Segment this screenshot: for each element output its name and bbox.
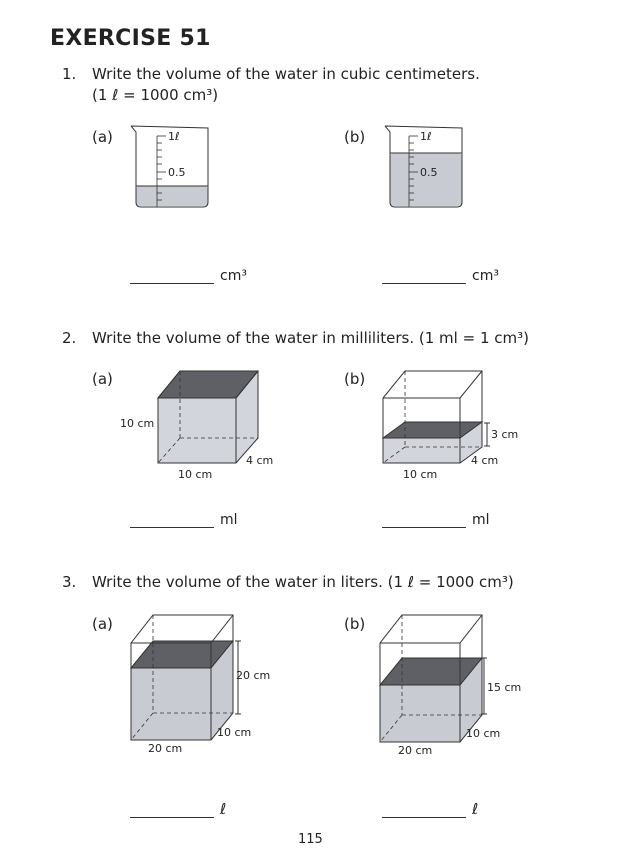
beaker-b (385, 126, 462, 207)
tank-2b (383, 371, 518, 481)
part-label: (b) (344, 370, 366, 388)
dimension-label: 15 cm (487, 681, 522, 694)
tank-2a (120, 371, 273, 481)
part-label: (a) (92, 128, 113, 146)
question-text: Write the volume of the water in milliliters. (1 ml = 1 cm³) (92, 329, 529, 347)
scale-label: 1ℓ (168, 130, 180, 143)
exercise-title: EXERCISE 51 (50, 26, 211, 51)
unit-label: ℓ (472, 800, 479, 818)
part-label: (b) (344, 128, 366, 146)
tank-3b (380, 615, 521, 757)
unit-label: ml (220, 512, 238, 528)
question-text: Write the volume of the water in liters. (1 ℓ = 1000 cm³) (92, 573, 514, 591)
dimension-label: 10 cm (217, 726, 252, 739)
question-number: 2. (62, 329, 77, 347)
scale-label: 0.5 (168, 166, 186, 179)
unit-label: ml (472, 512, 490, 528)
dimension-label: 4 cm (246, 454, 274, 467)
dimension-label: 20 cm (236, 669, 271, 682)
part-label: (a) (92, 615, 113, 633)
dimension-label: 3 cm (491, 428, 519, 441)
dimension-label: 10 cm (466, 727, 501, 740)
tank-3a (131, 615, 270, 755)
unit-label: ℓ (220, 800, 227, 818)
dimension-label: 4 cm (471, 454, 499, 467)
dimension-label: 0.5 (420, 166, 438, 179)
question-number: 1. (62, 65, 77, 83)
dimension-label: 10 cm (403, 468, 438, 481)
dimension-label: 10 cm (120, 417, 155, 430)
dimension-label: 10 cm (178, 468, 213, 481)
beaker-a (131, 126, 208, 207)
part-label: (a) (92, 370, 113, 388)
question-note: (1 ℓ = 1000 cm³) (92, 86, 219, 104)
question-number: 3. (62, 573, 77, 591)
unit-label: cm³ (220, 268, 247, 284)
dimension-label: 1ℓ (420, 130, 432, 143)
dimension-label: 20 cm (148, 742, 183, 755)
page-number: 115 (298, 832, 323, 847)
dimension-label: 20 cm (398, 744, 433, 757)
question-text: Write the volume of the water in cubic centimeters. (92, 65, 480, 83)
part-label: (b) (344, 615, 366, 633)
unit-label: cm³ (472, 268, 499, 284)
